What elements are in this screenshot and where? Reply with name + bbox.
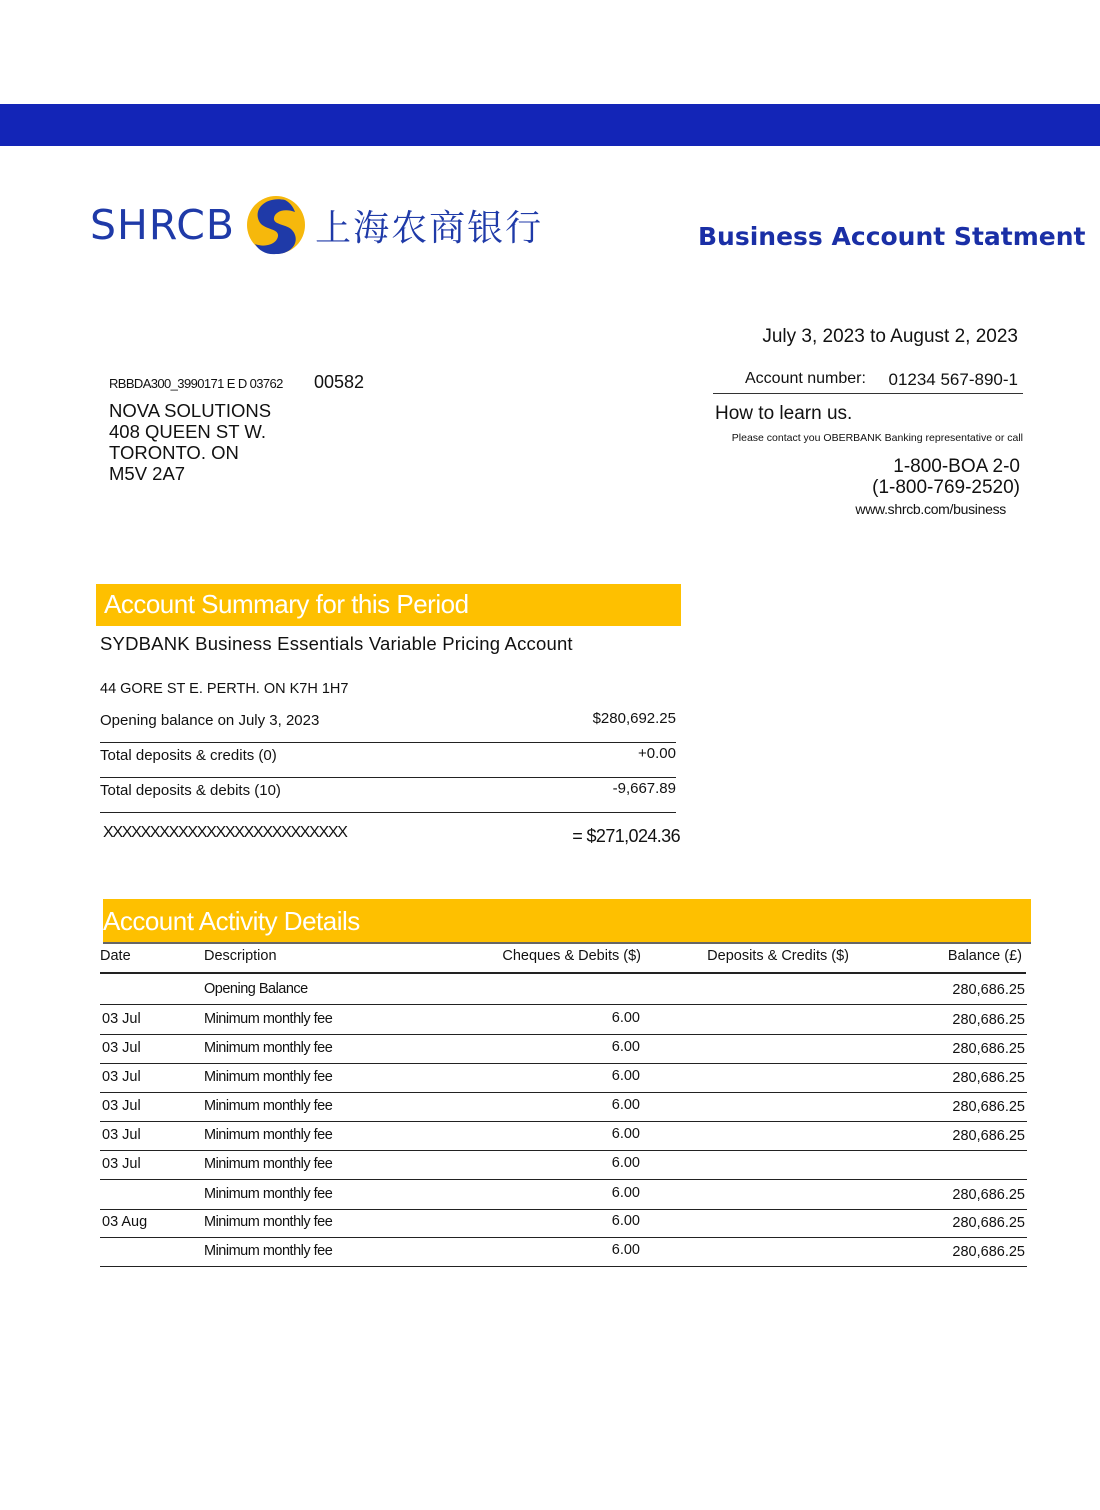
tx-debit: 6.00 [611,1010,640,1026]
tx-debit: 6.00 [611,1126,640,1142]
contact-text: Please contact you OBERBANK Banking representative or call [731,432,1023,444]
tx-description: Opening Balance [204,981,308,997]
top-brand-band [0,104,1100,146]
document-title: Business Account Statment [698,222,1086,251]
tx-date: 03 Jul [102,1127,141,1143]
tx-description: Minimum monthly fee [204,1214,333,1230]
tx-debit: 6.00 [611,1242,640,1258]
tx-balance: 280,686.25 [952,1215,1025,1231]
tx-debit: 6.00 [611,1097,640,1113]
tx-description: Minimum monthly fee [204,1098,333,1114]
statement-period: July 3, 2023 to August 2, 2023 [762,326,1018,347]
closing-balance-label: XXXXXXXXXXXXXXXXXXXXXXXXXX [103,824,347,841]
account-number-row [713,369,1023,394]
address-line: M5V 2A7 [109,463,186,484]
contact-heading: How to learn us. [715,403,853,424]
table-row [100,1237,1027,1267]
table-row [100,1208,1027,1238]
tx-date: 03 Jul [102,1069,141,1085]
tx-date: 03 Jul [102,1156,141,1172]
summary-row-opening [100,708,676,743]
bank-logo [90,190,543,260]
summary-row-value: +0.00 [638,745,676,762]
table-row [100,1150,1027,1180]
summary-row-label: Total deposits & debits (10) [100,782,281,799]
tx-debit: 6.00 [611,1213,640,1229]
summary-row-value: -9,667.89 [612,780,676,797]
summary-account-name: SYDBANK Business Essentials Variable Pricing Account [100,633,573,654]
logo-chinese-name: 上海农商银行 [315,207,544,249]
summary-row-label: Total deposits & credits (0) [100,747,277,764]
table-row [100,1092,1027,1122]
reference-code: RBBDA300_3990171 E D 03762 [109,376,283,391]
table-row [100,1121,1027,1151]
tx-date: 03 Aug [102,1214,148,1230]
summary-row-credits [100,743,676,778]
column-header-balance: Balance (£) [947,948,1022,964]
activity-section-header: Account Activity Details [103,899,1031,943]
website-link[interactable]: www.shrcb.com/business [855,501,1006,517]
divider [100,972,1026,974]
column-header-cheques-debits: Cheques & Debits ($) [502,948,641,964]
tx-balance: 280,686.25 [952,1012,1025,1028]
tx-balance: 280,686.25 [952,1244,1025,1260]
summary-row-debits [100,778,676,813]
column-header-date: Date [100,948,131,964]
tx-description: Minimum monthly fee [204,1040,333,1056]
summary-section-header: Account Summary for this Period [96,584,681,626]
tx-description: Minimum monthly fee [204,1186,333,1202]
tx-description: Minimum monthly fee [204,1156,333,1172]
tx-balance: 280,686.25 [952,1187,1025,1203]
phone-number-numeric: (1-800-769-2520) [872,477,1020,498]
tx-description: Minimum monthly fee [204,1243,333,1259]
tx-date: 03 Jul [102,1040,141,1056]
bank-logo-emblem-icon [245,194,307,256]
tx-date: 03 Jul [102,1098,141,1114]
column-header-description: Description [204,948,277,964]
closing-balance-value: = $271,024.36 [572,826,680,846]
tx-description: Minimum monthly fee [204,1127,333,1143]
reference-number: 00582 [314,372,365,392]
tx-date: 03 Jul [102,1011,141,1027]
tx-balance: 280,686.25 [952,1070,1025,1086]
summary-row-value: $280,692.25 [592,710,676,727]
tx-debit: 6.00 [611,1068,640,1084]
summary-row-label: Opening balance on July 3, 2023 [100,712,320,729]
address-line: 408 QUEEN ST W. [109,421,266,442]
table-row [100,1034,1027,1064]
tx-debit: 6.00 [611,1155,640,1171]
tx-description: Minimum monthly fee [204,1069,333,1085]
customer-address [109,400,271,484]
address-line: NOVA SOLUTIONS [109,400,272,421]
table-row [100,1180,1027,1210]
tx-debit: 6.00 [611,1185,640,1201]
table-row [100,975,1027,1005]
account-number-value: 01234 567-890-1 [888,370,1018,389]
phone-number-alpha: 1-800-BOA 2-0 [893,456,1020,477]
tx-description: Minimum monthly fee [204,1011,333,1027]
divider [103,942,1031,944]
summary-branch-address: 44 GORE ST E. PERTH. ON K7H 1H7 [100,681,349,697]
tx-balance: 280,686.25 [952,982,1025,998]
tx-balance: 280,686.25 [952,1128,1025,1144]
logo-wordmark: SHRCB [90,201,236,249]
address-line: TORONTO. ON [109,442,239,463]
column-header-deposits-credits: Deposits & Credits ($) [707,948,849,964]
table-row [100,1063,1027,1093]
account-number-label: Account number: [745,370,866,387]
table-row [100,1005,1027,1035]
tx-balance: 280,686.25 [952,1099,1025,1115]
tx-debit: 6.00 [611,1039,640,1055]
tx-balance: 280,686.25 [952,1041,1025,1057]
